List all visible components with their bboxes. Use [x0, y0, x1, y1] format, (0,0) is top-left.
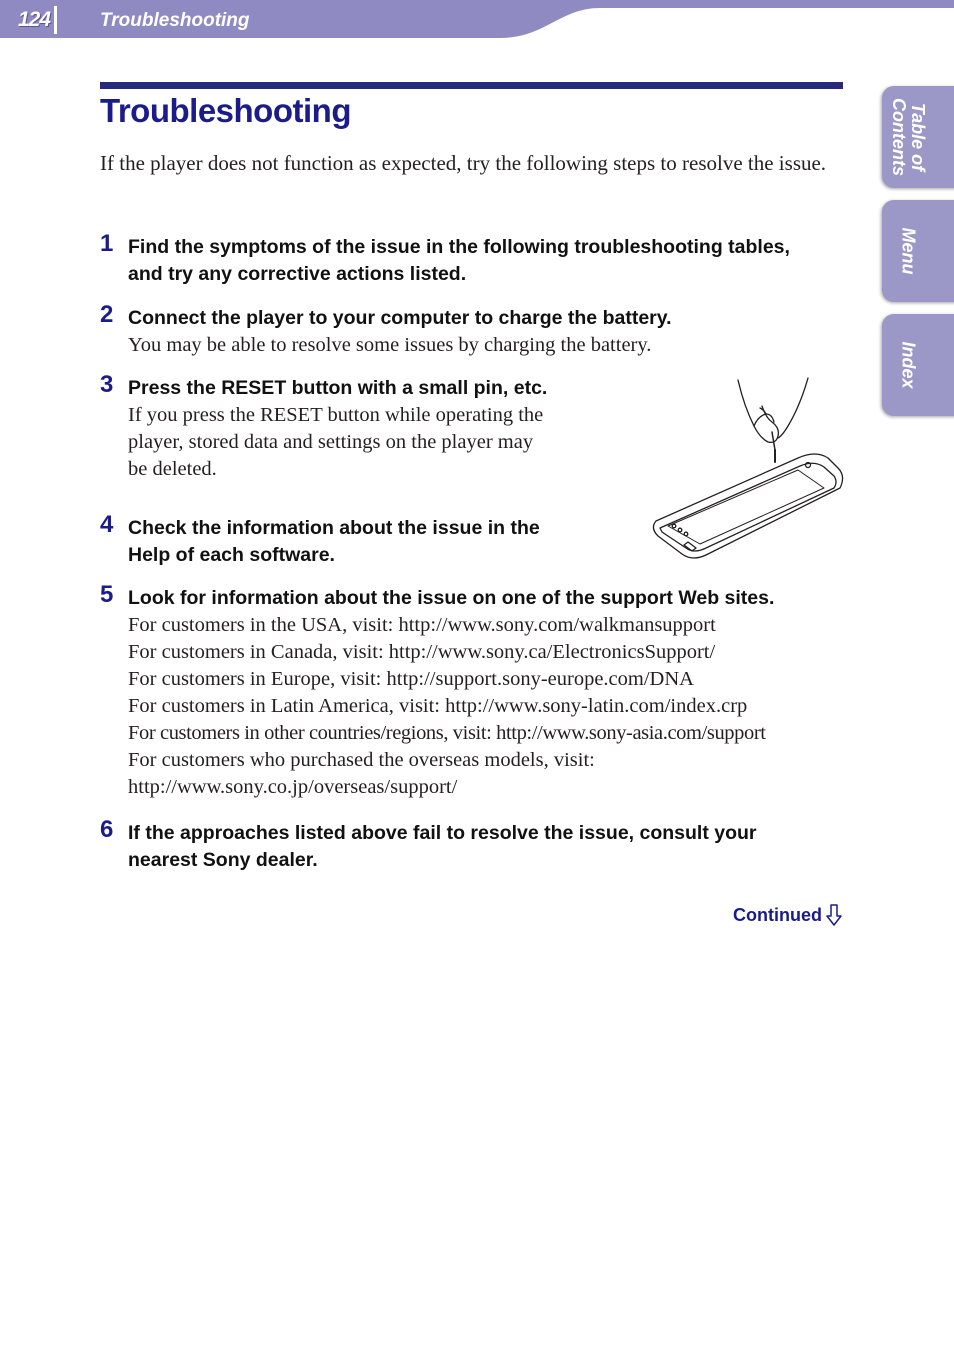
- down-arrow-icon: [826, 904, 842, 926]
- support-link-latin-america[interactable]: For customers in Latin America, visit: http://www.sony-latin.com/index.crp: [128, 695, 748, 717]
- step-heading: Look for information about the issue on one of the support Web sites.: [128, 587, 775, 609]
- tab-menu-label: Menu: [898, 227, 919, 275]
- continued-label: Continued: [733, 904, 822, 925]
- tab-index-label: Index: [898, 341, 919, 389]
- step-heading-line: Check the information about the issue in the: [128, 517, 540, 539]
- support-link-canada[interactable]: For customers in Canada, visit: http://www.sony.ca/ElectronicsSupport/: [128, 641, 716, 663]
- step-heading: [128, 234, 850, 288]
- step-heading: Connect the player to your computer to charge the battery.: [128, 307, 672, 329]
- step-heading-line: If the approaches listed above fail to resolve the issue, consult your: [128, 822, 757, 844]
- tab-index[interactable]: [882, 314, 954, 416]
- step-6: [100, 816, 850, 874]
- step-body: [128, 612, 850, 801]
- step-heading-line: Find the symptoms of the issue in the following troubleshooting tables,: [128, 236, 790, 258]
- step-heading: [128, 820, 850, 874]
- step-heading: Press the RESET button with a small pin, etc.: [128, 377, 548, 399]
- step-heading-line: and try any corrective actions listed.: [128, 263, 467, 285]
- tab-table-of-contents[interactable]: [882, 86, 954, 188]
- step-number: 5: [100, 581, 114, 608]
- continued-link[interactable]: [733, 904, 842, 926]
- step-heading-line: Help of each software.: [128, 544, 335, 566]
- step-body-line: For customers who purchased the overseas models, visit:: [128, 749, 595, 771]
- step-number: 4: [100, 511, 114, 538]
- step-number: 2: [100, 301, 114, 328]
- header-divider: [54, 6, 57, 34]
- step-4: [100, 511, 850, 569]
- step-heading-line: nearest Sony dealer.: [128, 849, 318, 871]
- page-number: 124: [18, 8, 51, 31]
- step-heading: [128, 515, 850, 569]
- step-number: 6: [100, 816, 114, 843]
- step-body-line: If you press the RESET button while operating the: [128, 404, 544, 426]
- step-2: [100, 301, 850, 359]
- step-number: 1: [100, 230, 114, 257]
- step-5: [100, 581, 850, 801]
- tab-menu[interactable]: [882, 200, 954, 302]
- header-section-title: Troubleshooting: [100, 10, 250, 31]
- step-body: You may be able to resolve some issues by charging the battery.: [128, 334, 652, 356]
- intro-text: If the player does not function as expected, try the following steps to resolve the issue.: [100, 151, 827, 175]
- title-rule: [100, 82, 843, 89]
- tab-table-of-contents-label: Table of Contents: [889, 98, 928, 176]
- page-title: Troubleshooting: [100, 92, 351, 129]
- support-link-europe[interactable]: For customers in Europe, visit: http://support.sony-europe.com/DNA: [128, 668, 694, 690]
- step-number: 3: [100, 371, 114, 398]
- step-1: [100, 230, 850, 288]
- support-link-overseas[interactable]: http://www.sony.co.jp/overseas/support/: [128, 776, 458, 798]
- support-link-other-regions[interactable]: For customers in other countries/regions, visit: http://www.sony-asia.com/support: [128, 722, 766, 744]
- step-body-line: player, stored data and settings on the player may: [128, 431, 534, 453]
- support-link-usa[interactable]: For customers in the USA, visit: http://www.sony.com/walkmansupport: [128, 614, 716, 636]
- step-body-line: be deleted.: [128, 458, 217, 480]
